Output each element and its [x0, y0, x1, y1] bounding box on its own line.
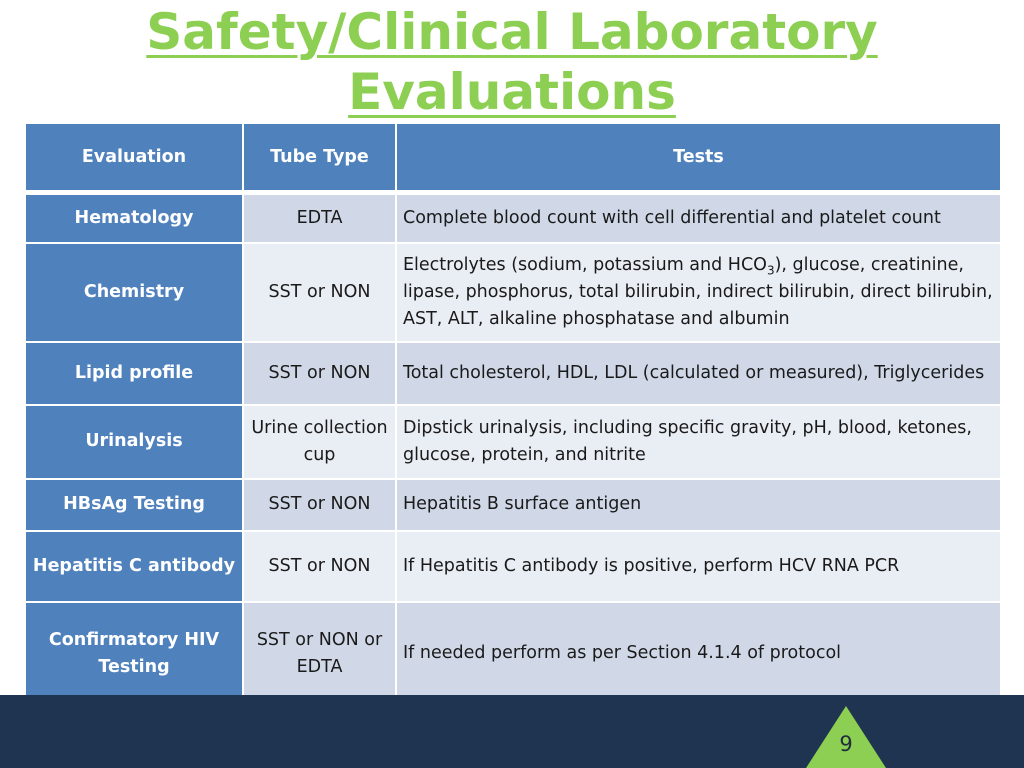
tests-text-part: Electrolytes (sodium, potassium and HCO	[403, 254, 767, 275]
tests-cell: Total cholesterol, HDL, LDL (calculated or measured), Triglycerides	[396, 342, 1001, 405]
tube-type-cell: SST or NON	[243, 243, 396, 342]
evaluation-cell: Hematology	[25, 193, 243, 243]
table-row	[25, 479, 1001, 531]
tube-type-cell: EDTA	[243, 193, 396, 243]
table-row	[25, 405, 1001, 479]
tube-type-cell: Urine collection cup	[243, 405, 396, 479]
tests-cell: Hepatitis B surface antigen	[396, 479, 1001, 531]
header-evaluation: Evaluation	[25, 123, 243, 193]
evaluation-cell: Lipid profile	[25, 342, 243, 405]
tube-type-cell: SST or NON or EDTA	[243, 602, 396, 706]
page-number: 9	[839, 732, 853, 756]
tests-cell: Dipstick urinalysis, including specific gravity, pH, blood, ketones, glucose, protein, and nitrite	[396, 405, 1001, 479]
lab-evaluations-table	[24, 122, 1002, 707]
tube-type-cell: SST or NON	[243, 531, 396, 602]
evaluation-cell: Hepatitis C antibody	[25, 531, 243, 602]
evaluation-cell: Confirmatory HIV Testing	[25, 602, 243, 706]
page-number-marker	[806, 706, 886, 768]
table-row	[25, 531, 1001, 602]
table-row	[25, 193, 1001, 243]
tube-type-cell: SST or NON	[243, 342, 396, 405]
table-row	[25, 602, 1001, 706]
evaluation-cell: Chemistry	[25, 243, 243, 342]
evaluation-cell: HBsAg Testing	[25, 479, 243, 531]
table-row	[25, 243, 1001, 342]
evaluation-cell: Urinalysis	[25, 405, 243, 479]
page-title: Safety/Clinical Laboratory Evaluations	[146, 3, 878, 121]
tests-subscript: 3	[766, 263, 775, 277]
table-header-row	[25, 123, 1001, 193]
tests-cell: If needed perform as per Section 4.1.4 of protocol	[396, 602, 1001, 706]
tests-cell: If Hepatitis C antibody is positive, perform HCV RNA PCR	[396, 531, 1001, 602]
table-row	[25, 342, 1001, 405]
header-tube-type: Tube Type	[243, 123, 396, 193]
tests-text-part: ), glucose, creatinine, lipase, phosphorus, total bilirubin, indirect bilirubin, direct bilirubin, AST, ALT, alkaline phosphatase and albumin	[403, 254, 993, 329]
tube-type-cell: SST or NON	[243, 479, 396, 531]
tests-cell	[396, 243, 1001, 342]
header-tests: Tests	[396, 123, 1001, 193]
tests-cell: Complete blood count with cell differential and platelet count	[396, 193, 1001, 243]
